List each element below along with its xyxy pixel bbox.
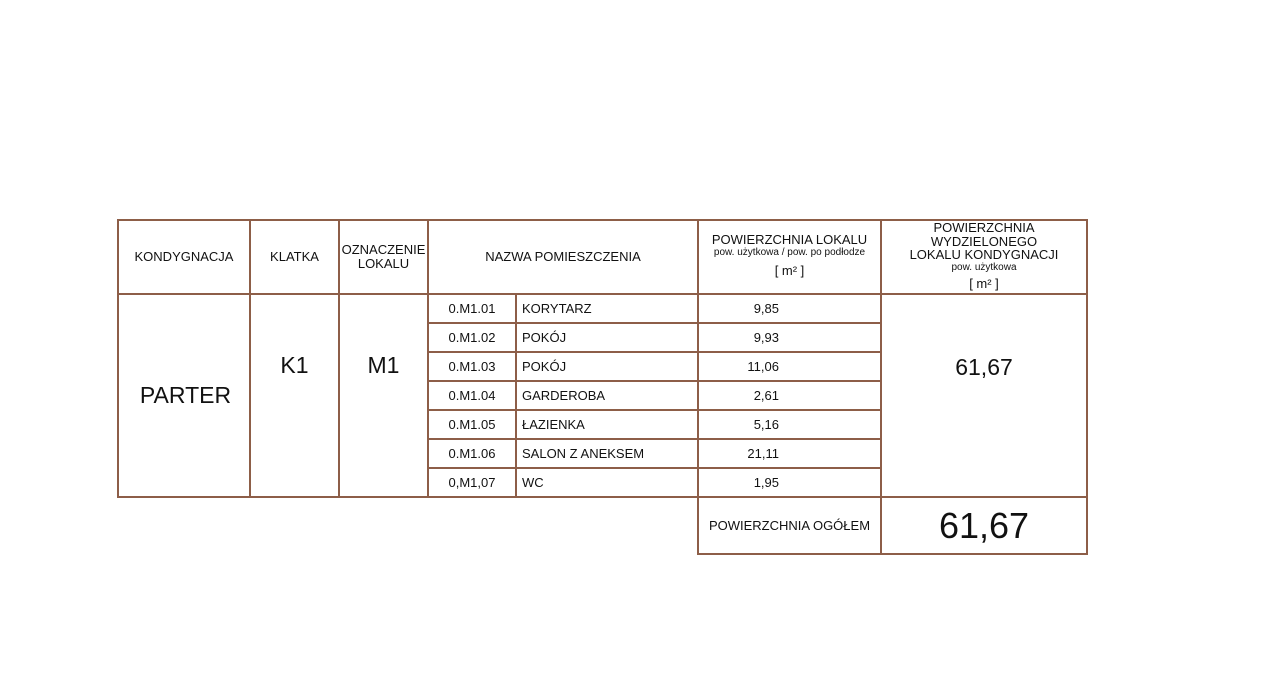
header-oznaczenie-lokalu: OZNACZENIE LOKALU bbox=[341, 242, 426, 271]
header-powierzchnia-lokalu-sub: pow. użytkowa / pow. po podłodze bbox=[713, 246, 866, 258]
header-powierzchnia-wydzielonego-title-2: LOKALU KONDYGNACJI bbox=[909, 247, 1059, 263]
room-name: GARDEROBA bbox=[522, 387, 606, 403]
room-area: 21,11 bbox=[747, 445, 779, 461]
room-name: KORYTARZ bbox=[522, 300, 592, 316]
total-bottom-line bbox=[697, 553, 1088, 555]
room-area: 1,95 bbox=[753, 474, 779, 490]
room-name: POKÓJ bbox=[522, 358, 567, 374]
room-code: 0.M1.05 bbox=[448, 416, 496, 432]
room-area: 11,06 bbox=[747, 358, 779, 374]
lokal-value: M1 bbox=[367, 351, 400, 378]
room-name: SALON Z ANEKSEM bbox=[522, 445, 645, 461]
header-powierzchnia-wydzielonego bbox=[882, 221, 1086, 293]
kondygnacja-value: PARTER bbox=[139, 382, 232, 409]
room-code: 0,M1,07 bbox=[448, 474, 496, 490]
room-name: POKÓJ bbox=[522, 329, 567, 345]
total-value: 61,67 bbox=[938, 504, 1030, 546]
col-line bbox=[1086, 219, 1088, 555]
room-code: 0.M1.03 bbox=[448, 358, 496, 374]
total-label: POWIERZCHNIA OGÓŁEM bbox=[708, 517, 871, 533]
room-name: WC bbox=[522, 474, 544, 490]
room-code: 0.M1.02 bbox=[448, 329, 496, 345]
klatka-value: K1 bbox=[280, 351, 309, 378]
room-area: 9,85 bbox=[753, 300, 779, 316]
room-area: 9,93 bbox=[753, 329, 779, 345]
pow-wydzielonego-value: 61,67 bbox=[955, 353, 1013, 380]
room-name: ŁAZIENKA bbox=[522, 416, 585, 432]
header-klatka: KLATKA bbox=[270, 249, 319, 265]
header-nazwa-pomieszczenia: NAZWA POMIESZCZENIA bbox=[485, 249, 641, 265]
header-powierzchnia-lokalu-unit: [ m² ] bbox=[774, 263, 805, 279]
header-powierzchnia-wydzielonego-unit: [ m² ] bbox=[969, 276, 999, 292]
room-code: 0.M1.01 bbox=[448, 300, 496, 316]
room-code: 0.M1.06 bbox=[448, 445, 496, 461]
room-code: 0.M1.04 bbox=[448, 387, 496, 403]
header-powierzchnia-lokalu-title: POWIERZCHNIA LOKALU bbox=[711, 232, 868, 247]
header-powierzchnia-lokalu bbox=[699, 233, 880, 293]
header-powierzchnia-wydzielonego-title-1: POWIERZCHNIA WYDZIELONEGO bbox=[930, 220, 1038, 249]
header-powierzchnia-wydzielonego-sub: pow. użytkowa bbox=[951, 261, 1017, 273]
header-kondygnacja: KONDYGNACJA bbox=[134, 249, 234, 265]
room-area: 2,61 bbox=[753, 387, 779, 403]
room-area: 5,16 bbox=[753, 416, 779, 432]
